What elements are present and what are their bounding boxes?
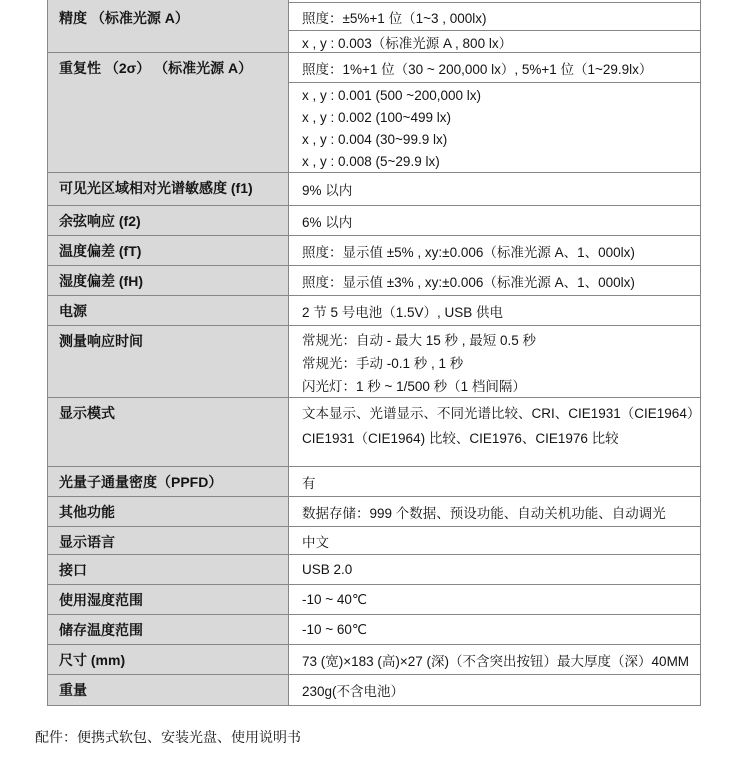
row-accuracy-values — [289, 3, 700, 52]
row-repeatability — [48, 53, 700, 173]
row-humidity-deviation-fh — [48, 266, 700, 296]
row-power-label: 电源 — [48, 296, 289, 325]
row-fh-label: 湿度偏差 (fH) — [48, 266, 289, 295]
row-ppfd — [48, 467, 700, 497]
row-display-language — [48, 527, 700, 555]
row-response-time-label: 测量响应时间 — [48, 326, 289, 397]
display-mode-line: CIE1931（CIE1964) 比较、CIE1976、CIE1976 比较 — [302, 431, 619, 446]
row-display-mode-values — [289, 398, 700, 466]
row-ft-label: 温度偏差 (fT) — [48, 236, 289, 265]
row-spectral-sensitivity-f1 — [48, 173, 700, 206]
response-time-line: 闪光灯：1 秒 ~ 1/500 秒（1 档间隔） — [302, 379, 526, 394]
repeatability-illuminance-value: 照度：1%+1 位（30 ~ 200,000 lx）, 5%+1 位（1~29.9lx） — [289, 53, 700, 83]
row-f1-label: 可见光区域相对光谱敏感度 (f1) — [48, 173, 289, 205]
row-power-value: 2 节 5 号电池（1.5V）, USB 供电 — [289, 296, 700, 325]
spec-table — [47, 0, 701, 706]
row-accuracy — [48, 3, 700, 53]
row-repeatability-label: 重复性 （2σ） （标准光源 A） — [48, 53, 289, 172]
row-interface-value: USB 2.0 — [289, 555, 700, 584]
row-display-mode — [48, 398, 700, 467]
accessories-note: 配件：便携式软包、安装光盘、使用说明书 — [35, 729, 301, 745]
row-measurement-response-time — [48, 326, 700, 398]
row-dimensions-label: 尺寸 (mm) — [48, 645, 289, 674]
row-ppfd-label: 光量子通量密度（PPFD） — [48, 467, 289, 496]
row-display-language-label: 显示语言 — [48, 527, 289, 554]
repeatability-xy-line: x , y : 0.001 (500 ~200,000 lx) — [302, 88, 481, 103]
row-f1-value: 9% 以内 — [289, 173, 700, 205]
repeatability-xy-line: x , y : 0.008 (5~29.9 lx) — [302, 154, 440, 169]
row-power — [48, 296, 700, 326]
accuracy-illuminance-value: 照度：±5%+1 位（1~3 , 000lx) — [289, 3, 700, 31]
partial-value-cell — [289, 0, 700, 2]
repeatability-xy-line: x , y : 0.002 (100~499 lx) — [302, 110, 451, 125]
row-other-functions — [48, 497, 700, 527]
row-fh-value: 照度：显示值 ±3% , xy:±0.006（标准光源 A、1、000lx) — [289, 266, 700, 295]
row-operating-range-value: -10 ~ 40℃ — [289, 585, 700, 614]
row-interface — [48, 555, 700, 585]
row-temperature-deviation-ft — [48, 236, 700, 266]
row-ft-value: 照度：显示值 ±5% , xy:±0.006（标准光源 A、1、000lx) — [289, 236, 700, 265]
row-f2-label: 余弦响应 (f2) — [48, 206, 289, 235]
row-operating-range — [48, 585, 700, 615]
row-operating-range-label: 使用湿度范围 — [48, 585, 289, 614]
repeatability-xy-values — [289, 83, 700, 172]
row-weight-value: 230g(不含电池） — [289, 675, 700, 705]
row-dimensions — [48, 645, 700, 675]
accuracy-xy-value: x , y : 0.003（标准光源 A , 800 lx） — [302, 35, 513, 51]
row-weight-label: 重量 — [48, 675, 289, 705]
row-other-functions-value: 数据存储：999 个数据、预设功能、自动关机功能、自动调光 — [289, 497, 700, 526]
response-time-line: 常规光：自动 - 最大 15 秒 , 最短 0.5 秒 — [302, 333, 537, 348]
row-response-time-values — [289, 326, 700, 397]
row-storage-range-value: -10 ~ 60℃ — [289, 615, 700, 644]
repeatability-xy-line: x , y : 0.004 (30~99.9 lx) — [302, 132, 448, 147]
display-mode-line: 文本显示、光谱显示、不同光谱比较、CRI、CIE1931（CIE1964） — [302, 406, 700, 421]
row-repeatability-values — [289, 53, 700, 172]
row-cosine-response-f2 — [48, 206, 700, 236]
row-f2-value: 6% 以内 — [289, 206, 700, 235]
row-accuracy-label: 精度 （标准光源 A） — [48, 3, 289, 52]
row-display-mode-label: 显示模式 — [48, 398, 289, 466]
row-other-functions-label: 其他功能 — [48, 497, 289, 526]
row-dimensions-value: 73 (宽)×183 (高)×27 (深)（不含突出按钮）最大厚度（深）40MM — [289, 645, 700, 674]
row-interface-label: 接口 — [48, 555, 289, 584]
row-storage-temperature-range — [48, 615, 700, 645]
row-weight — [48, 675, 700, 705]
row-storage-range-label: 储存温度范围 — [48, 615, 289, 644]
response-time-line: 常规光：手动 -0.1 秒 , 1 秒 — [302, 356, 464, 371]
row-ppfd-value: 有 — [289, 467, 700, 496]
row-display-language-value: 中文 — [289, 527, 700, 554]
